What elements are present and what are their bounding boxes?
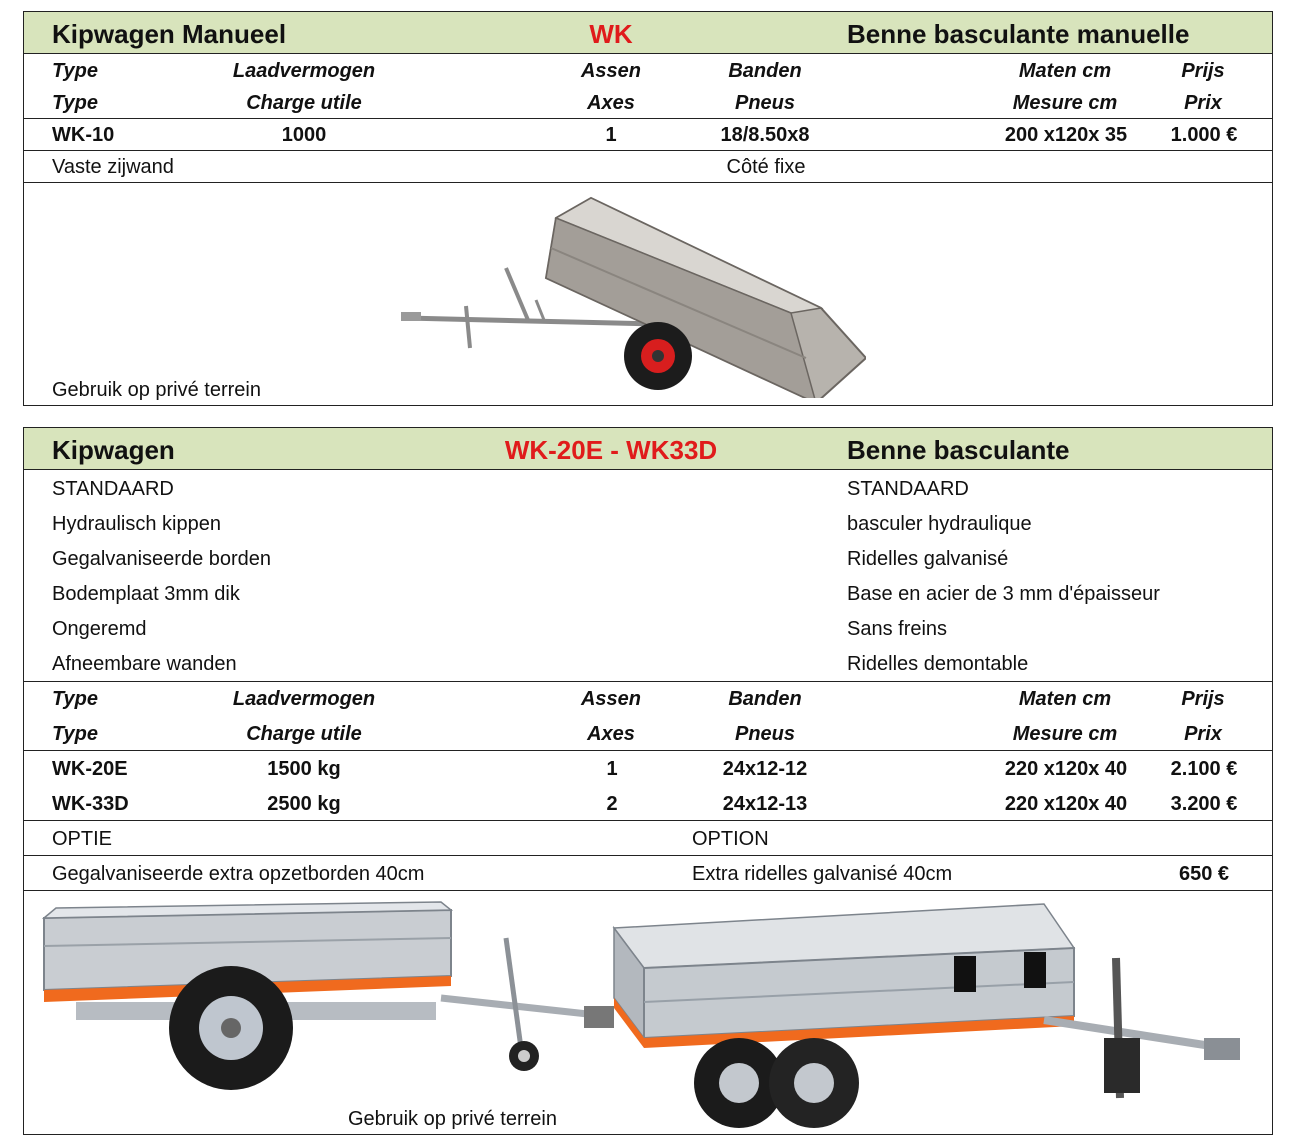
header-load-nl: Laadvermogen	[232, 60, 376, 82]
row-price: 2.100 €	[1170, 758, 1238, 780]
option-label-fr: OPTION	[692, 828, 769, 850]
divider	[24, 118, 1272, 119]
option-label-nl: OPTIE	[52, 828, 113, 850]
feature-nl: Hydraulisch kippen	[52, 513, 221, 535]
header-size-fr: Mesure cm	[1012, 92, 1118, 114]
option-price: 650 €	[1178, 863, 1230, 885]
feature-nl: Afneembare wanden	[52, 653, 237, 675]
divider	[24, 750, 1272, 751]
option-item-nl: Gegalvaniseerde extra opzetborden 40cm	[52, 863, 425, 885]
header-axles-fr: Axes	[587, 92, 635, 114]
feature-fr: Ridelles galvanisé	[847, 548, 1009, 570]
row-price: 1.000 €	[1170, 124, 1238, 146]
section-hydraulic-tipper	[23, 427, 1273, 1135]
header-type-fr: Type	[52, 723, 98, 745]
row-tyres: 24x12-12	[722, 758, 808, 780]
header-tyres-nl: Banden	[728, 60, 802, 82]
row-type: WK-10	[52, 124, 115, 146]
row-axles: 1	[605, 124, 617, 146]
divider	[24, 855, 1272, 856]
usage-note: Gebruik op privé terrein	[52, 379, 261, 401]
divider	[24, 890, 1272, 891]
divider	[24, 150, 1272, 151]
header-price-nl: Prijs	[1181, 688, 1225, 710]
header-load-fr: Charge utile	[246, 92, 362, 114]
feature-fr: Sans freins	[847, 618, 948, 640]
row-tyres: 24x12-13	[722, 793, 808, 815]
header-tyres-nl: Banden	[728, 688, 802, 710]
usage-note: Gebruik op privé terrein	[348, 1108, 557, 1130]
title-fr: Benne basculante	[847, 435, 1070, 465]
header-size-fr: Mesure cm	[1012, 723, 1118, 745]
divider	[24, 681, 1272, 682]
header-type-fr: Type	[52, 92, 98, 114]
manual-tipper-image	[396, 188, 866, 398]
feature-fr: Ridelles demontable	[847, 653, 1029, 675]
row-load: 2500 kg	[267, 793, 341, 815]
header-price-fr: Prix	[1184, 723, 1222, 745]
title-fr: Benne basculante manuelle	[847, 19, 1190, 49]
title-nl: Kipwagen Manueel	[52, 19, 287, 49]
model-code: WK	[589, 19, 633, 49]
header-price-nl: Prijs	[1181, 60, 1225, 82]
feature-nl: STANDAARD	[52, 478, 174, 500]
header-type-nl: Type	[52, 688, 98, 710]
feature-fr: Base en acier de 3 mm d'épaisseur	[847, 583, 1160, 605]
header-size-nl: Maten cm	[1018, 60, 1112, 82]
section-manual-tipper	[23, 11, 1273, 406]
header-type-nl: Type	[52, 60, 98, 82]
row-type: WK-20E	[52, 758, 128, 780]
divider	[24, 820, 1272, 821]
tandem-trailer-image	[604, 898, 1264, 1130]
feature-fr: basculer hydraulique	[847, 513, 1032, 535]
row-axles: 1	[606, 758, 618, 780]
row-load: 1500 kg	[267, 758, 341, 780]
row-type: WK-33D	[52, 793, 129, 815]
title-nl: Kipwagen	[52, 435, 175, 465]
header-load-fr: Charge utile	[246, 723, 362, 745]
note-nl: Vaste zijwand	[52, 156, 174, 178]
row-size: 220 x120x 40	[1004, 758, 1128, 780]
divider	[24, 182, 1272, 183]
row-load: 1000	[281, 124, 327, 146]
feature-nl: Gegalvaniseerde borden	[52, 548, 272, 570]
row-size: 200 x120x 35	[1004, 124, 1128, 146]
model-code: WK-20E - WK33D	[504, 435, 718, 465]
header-axles-fr: Axes	[587, 723, 635, 745]
header-size-nl: Maten cm	[1018, 688, 1112, 710]
option-item-fr: Extra ridelles galvanisé 40cm	[692, 863, 953, 885]
header-price-fr: Prix	[1184, 92, 1222, 114]
row-price: 3.200 €	[1170, 793, 1238, 815]
feature-nl: Bodemplaat 3mm dik	[52, 583, 240, 605]
row-size: 220 x120x 40	[1004, 793, 1128, 815]
row-tyres: 18/8.50x8	[720, 124, 810, 146]
header-load-nl: Laadvermogen	[232, 688, 376, 710]
feature-nl: Ongeremd	[52, 618, 147, 640]
note-fr: Côté fixe	[726, 156, 806, 178]
header-tyres-fr: Pneus	[734, 92, 796, 114]
feature-fr: STANDAARD	[847, 478, 969, 500]
single-axle-trailer-image	[36, 898, 636, 1093]
row-axles: 2	[606, 793, 618, 815]
header-axles-nl: Assen	[580, 688, 642, 710]
header-tyres-fr: Pneus	[734, 723, 796, 745]
header-axles-nl: Assen	[580, 60, 642, 82]
